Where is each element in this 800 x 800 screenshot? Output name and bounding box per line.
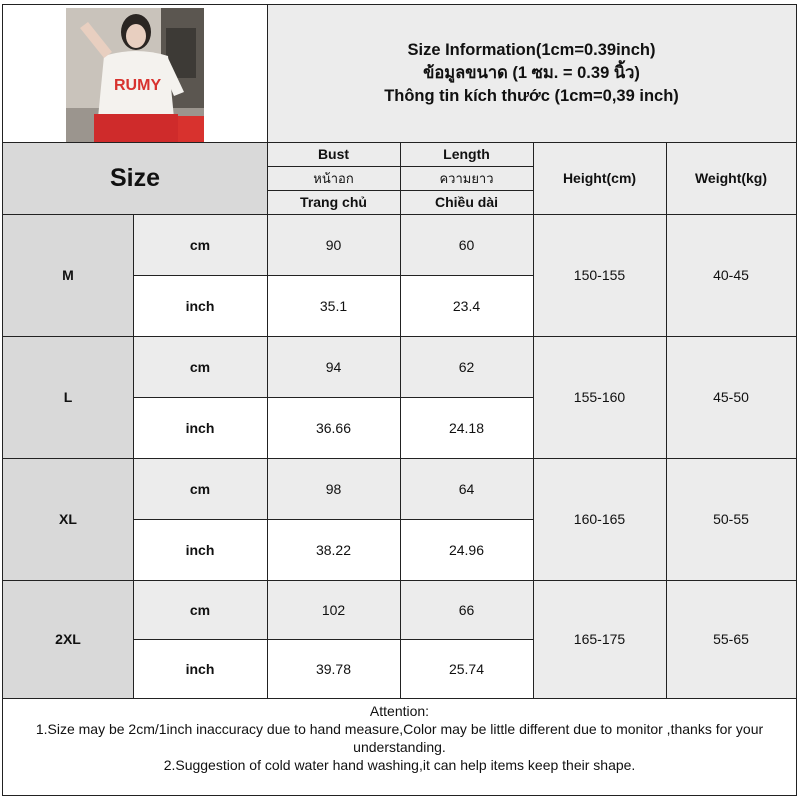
bust-cm-cell-text: 90 — [325, 236, 342, 253]
length-cm-cell — [400, 214, 533, 275]
height-cell-text: 150-155 — [573, 267, 626, 283]
height-label: Height(cm) — [562, 170, 637, 186]
size-label-cell-text: 2XL — [55, 631, 81, 647]
length-cm-cell — [400, 580, 533, 639]
length-label: Length — [443, 146, 490, 162]
size-label-cell-text: L — [63, 389, 73, 405]
attention-title: Attention: — [369, 703, 430, 719]
length-header-th — [400, 166, 533, 190]
height-header — [533, 142, 666, 214]
weight-cell-text: 40-45 — [713, 267, 749, 283]
model-illustration — [66, 8, 204, 143]
weight-cell — [666, 214, 796, 336]
size-label-cell-text: XL — [59, 511, 77, 527]
bust-cm-cell — [267, 214, 400, 275]
bust-cm-cell-text: 102 — [321, 601, 346, 618]
unit-cm-cell-text: cm — [189, 236, 211, 253]
size-header — [3, 142, 267, 214]
unit-inch-cell-text: inch — [185, 419, 215, 436]
bust-inch-cell-text: 39.78 — [315, 660, 352, 677]
weight-header — [666, 142, 796, 214]
bust-inch-cell — [267, 397, 400, 458]
bust-cm-cell-text: 94 — [325, 358, 342, 375]
size-label-cell-text: M — [62, 267, 74, 283]
grid-line — [267, 142, 268, 698]
weight-cell-text: 50-55 — [713, 511, 749, 527]
grid-line — [133, 397, 533, 398]
size-chart — [2, 4, 797, 796]
size-label-cell — [3, 458, 133, 580]
length-header-en — [400, 142, 533, 166]
grid-line — [133, 275, 533, 276]
weight-cell — [666, 458, 796, 580]
height-cell-text: 155-160 — [573, 389, 626, 405]
size-label-cell — [3, 336, 133, 458]
unit-inch-cell-text: inch — [185, 660, 215, 677]
bust-inch-cell-text: 35.1 — [319, 297, 348, 314]
length-header-vi — [400, 190, 533, 214]
size-label-cell — [3, 214, 133, 336]
weight-cell — [666, 336, 796, 458]
unit-cm-cell — [133, 458, 267, 519]
weight-cell-text: 45-50 — [713, 389, 749, 405]
attention-note-1-cont: understanding. — [353, 739, 446, 755]
length-inch-cell — [400, 639, 533, 698]
bust-label-thai: หน้าอก — [313, 170, 354, 186]
weight-label: Weight(kg) — [694, 170, 768, 186]
unit-cm-cell-text: cm — [189, 601, 211, 618]
unit-cm-cell-text: cm — [189, 358, 211, 375]
length-inch-cell — [400, 275, 533, 336]
size-header-label: Size — [109, 163, 161, 192]
bust-label-vietnamese: Trang chủ — [300, 194, 367, 210]
bust-header-th — [267, 166, 400, 190]
height-cell — [533, 214, 666, 336]
unit-cm-cell-text: cm — [189, 480, 211, 497]
length-cm-cell-text: 60 — [458, 236, 475, 253]
length-inch-cell — [400, 397, 533, 458]
unit-inch-cell-text: inch — [185, 297, 215, 314]
height-cell-text: 165-175 — [573, 631, 626, 647]
bust-label: Bust — [317, 146, 350, 162]
unit-inch-cell — [133, 519, 267, 580]
length-cm-cell — [400, 458, 533, 519]
length-inch-cell-text: 24.18 — [448, 419, 485, 436]
bust-cm-cell-text: 98 — [325, 480, 342, 497]
info-line-vietnamese: Thông tin kích thước (1cm=0,39 inch) — [384, 87, 679, 105]
grid-line — [533, 142, 534, 698]
bust-cm-cell — [267, 580, 400, 639]
grid-line — [666, 142, 667, 698]
size-information-header — [267, 5, 796, 142]
grid-line — [133, 639, 533, 640]
bust-cm-cell — [267, 458, 400, 519]
length-inch-cell-text: 23.4 — [452, 297, 481, 314]
grid-line — [133, 519, 533, 520]
length-cm-cell-text: 66 — [458, 601, 475, 618]
height-cell — [533, 580, 666, 698]
height-cell-text: 160-165 — [573, 511, 626, 527]
bust-cm-cell — [267, 336, 400, 397]
length-label-vietnamese: Chiều dài — [434, 194, 498, 210]
photo-area — [3, 5, 267, 142]
product-photo — [66, 8, 204, 143]
attention-note-2: 2.Suggestion of cold water hand washing,it can help items keep their shape. — [163, 757, 636, 773]
grid-line — [3, 698, 796, 699]
unit-cm-cell — [133, 580, 267, 639]
length-inch-cell — [400, 519, 533, 580]
weight-cell — [666, 580, 796, 698]
unit-cm-cell — [133, 336, 267, 397]
grid-line — [133, 214, 134, 698]
length-cm-cell — [400, 336, 533, 397]
unit-inch-cell — [133, 639, 267, 698]
bust-inch-cell — [267, 275, 400, 336]
bust-header-vi — [267, 190, 400, 214]
length-label-thai: ความยาว — [439, 170, 494, 186]
grid-line — [400, 142, 401, 698]
length-cm-cell-text: 64 — [458, 480, 475, 497]
height-cell — [533, 336, 666, 458]
length-inch-cell-text: 24.96 — [448, 541, 485, 558]
info-line-english: Size Information(1cm=0.39inch) — [407, 41, 656, 59]
length-inch-cell-text: 25.74 — [448, 660, 485, 677]
unit-cm-cell — [133, 214, 267, 275]
bust-inch-cell-text: 38.22 — [315, 541, 352, 558]
bust-header-en — [267, 142, 400, 166]
size-label-cell — [3, 580, 133, 698]
attention-note-1: 1.Size may be 2cm/1inch inaccuracy due to hand measure,Color may be little different due to monitor ,thanks for your — [35, 721, 764, 737]
bust-inch-cell — [267, 639, 400, 698]
height-cell — [533, 458, 666, 580]
unit-inch-cell — [133, 397, 267, 458]
length-cm-cell-text: 62 — [458, 358, 475, 375]
unit-inch-cell-text: inch — [185, 541, 215, 558]
info-line-thai: ข้อมูลขนาด (1 ซม. = 0.39 นิ้ว) — [423, 64, 640, 82]
bust-inch-cell — [267, 519, 400, 580]
attention-notes — [3, 698, 796, 795]
unit-inch-cell — [133, 275, 267, 336]
weight-cell-text: 55-65 — [713, 631, 749, 647]
grid-line — [267, 5, 268, 142]
bust-inch-cell-text: 36.66 — [315, 419, 352, 436]
svg-text:RUMY: RUMY — [114, 77, 162, 94]
